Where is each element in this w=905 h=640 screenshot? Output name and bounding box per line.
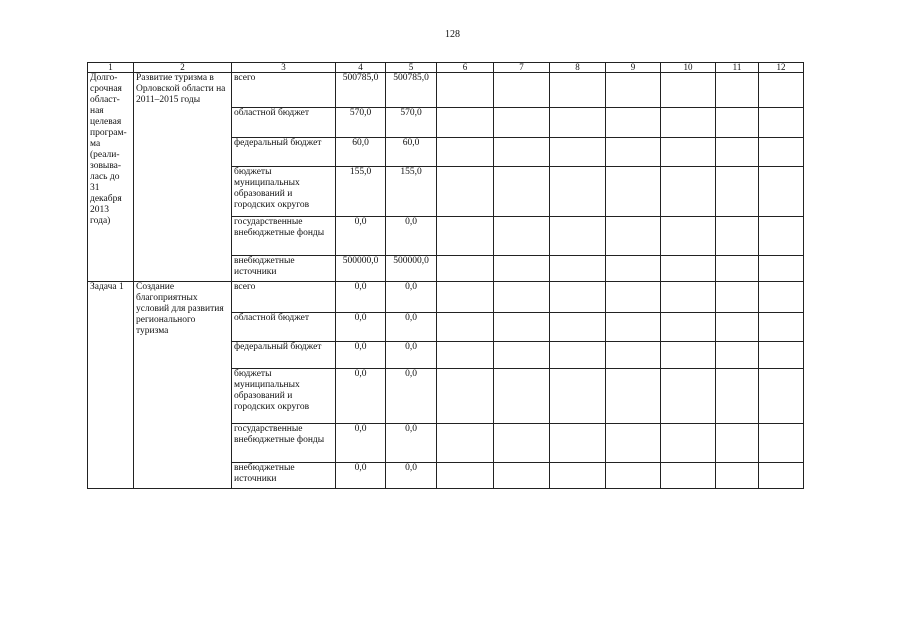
empty-cell bbox=[606, 256, 661, 282]
column-header: 1 bbox=[88, 63, 134, 73]
empty-cell bbox=[437, 463, 494, 489]
empty-cell bbox=[606, 282, 661, 313]
empty-cell bbox=[759, 108, 804, 138]
empty-cell bbox=[716, 463, 759, 489]
empty-cell bbox=[494, 256, 550, 282]
empty-cell bbox=[606, 108, 661, 138]
empty-cell bbox=[759, 313, 804, 342]
empty-cell bbox=[606, 313, 661, 342]
empty-cell bbox=[550, 256, 606, 282]
value-cell-col4: 0,0 bbox=[336, 217, 386, 256]
column-header: 12 bbox=[759, 63, 804, 73]
program-type-cell: Долго-срочная област-ная целевая програм-ма (реали-зовыва-лась до 31 декабря 2013 года) bbox=[88, 73, 134, 282]
empty-cell bbox=[759, 369, 804, 424]
empty-cell bbox=[661, 108, 716, 138]
task-type-cell: Задача 1 bbox=[88, 282, 134, 489]
empty-cell bbox=[550, 424, 606, 463]
empty-cell bbox=[759, 424, 804, 463]
column-header: 2 bbox=[134, 63, 232, 73]
column-header: 6 bbox=[437, 63, 494, 73]
empty-cell bbox=[550, 282, 606, 313]
column-header: 10 bbox=[661, 63, 716, 73]
budget-table bbox=[87, 62, 804, 489]
value-cell-col5: 0,0 bbox=[386, 369, 437, 424]
empty-cell bbox=[606, 73, 661, 108]
value-cell-col5: 155,0 bbox=[386, 167, 437, 217]
empty-cell bbox=[661, 342, 716, 369]
value-cell-col5: 0,0 bbox=[386, 463, 437, 489]
empty-cell bbox=[437, 424, 494, 463]
value-cell-col5: 60,0 bbox=[386, 138, 437, 167]
empty-cell bbox=[550, 369, 606, 424]
empty-cell bbox=[661, 313, 716, 342]
empty-cell bbox=[606, 463, 661, 489]
value-cell-col4: 0,0 bbox=[336, 369, 386, 424]
empty-cell bbox=[494, 108, 550, 138]
empty-cell bbox=[550, 138, 606, 167]
empty-cell bbox=[494, 282, 550, 313]
funding-source-cell: государственные внебюджетные фонды bbox=[232, 217, 336, 256]
empty-cell bbox=[716, 217, 759, 256]
empty-cell bbox=[437, 108, 494, 138]
funding-source-cell: всего bbox=[232, 73, 336, 108]
empty-cell bbox=[716, 424, 759, 463]
value-cell-col4: 155,0 bbox=[336, 167, 386, 217]
empty-cell bbox=[716, 369, 759, 424]
empty-cell bbox=[550, 108, 606, 138]
empty-cell bbox=[550, 167, 606, 217]
empty-cell bbox=[716, 282, 759, 313]
column-header: 9 bbox=[606, 63, 661, 73]
funding-source-cell: внебюджетные источники bbox=[232, 463, 336, 489]
empty-cell bbox=[661, 369, 716, 424]
empty-cell bbox=[437, 313, 494, 342]
empty-cell bbox=[494, 313, 550, 342]
empty-cell bbox=[494, 342, 550, 369]
empty-cell bbox=[661, 424, 716, 463]
value-cell-col5: 570,0 bbox=[386, 108, 437, 138]
program-name-cell: Развитие туризма в Орловской области на 2011–2015 годы bbox=[134, 73, 232, 282]
empty-cell bbox=[661, 463, 716, 489]
funding-source-cell: областной бюджет bbox=[232, 313, 336, 342]
empty-cell bbox=[437, 217, 494, 256]
empty-cell bbox=[759, 73, 804, 108]
empty-cell bbox=[661, 256, 716, 282]
funding-source-cell: внебюджетные источники bbox=[232, 256, 336, 282]
page-number: 128 bbox=[445, 29, 460, 40]
empty-cell bbox=[716, 313, 759, 342]
empty-cell bbox=[437, 167, 494, 217]
empty-cell bbox=[759, 342, 804, 369]
empty-cell bbox=[437, 369, 494, 424]
empty-cell bbox=[716, 342, 759, 369]
empty-cell bbox=[550, 342, 606, 369]
empty-cell bbox=[437, 256, 494, 282]
empty-cell bbox=[716, 167, 759, 217]
empty-cell bbox=[606, 424, 661, 463]
column-header: 8 bbox=[550, 63, 606, 73]
empty-cell bbox=[661, 282, 716, 313]
funding-source-cell: бюджеты муниципальных образований и городских округов bbox=[232, 167, 336, 217]
empty-cell bbox=[661, 73, 716, 108]
column-header: 5 bbox=[386, 63, 437, 73]
empty-cell bbox=[716, 256, 759, 282]
empty-cell bbox=[716, 108, 759, 138]
empty-cell bbox=[606, 138, 661, 167]
value-cell-col5: 0,0 bbox=[386, 424, 437, 463]
empty-cell bbox=[759, 282, 804, 313]
empty-cell bbox=[494, 369, 550, 424]
funding-source-cell: всего bbox=[232, 282, 336, 313]
column-header: 3 bbox=[232, 63, 336, 73]
value-cell-col5: 0,0 bbox=[386, 282, 437, 313]
value-cell-col4: 500000,0 bbox=[336, 256, 386, 282]
empty-cell bbox=[606, 167, 661, 217]
empty-cell bbox=[494, 463, 550, 489]
empty-cell bbox=[550, 73, 606, 108]
empty-cell bbox=[550, 463, 606, 489]
value-cell-col5: 0,0 bbox=[386, 217, 437, 256]
value-cell-col5: 0,0 bbox=[386, 342, 437, 369]
value-cell-col4: 60,0 bbox=[336, 138, 386, 167]
value-cell-col4: 0,0 bbox=[336, 463, 386, 489]
empty-cell bbox=[437, 342, 494, 369]
table-row bbox=[88, 282, 804, 313]
funding-source-cell: бюджеты муниципальных образований и городских округов bbox=[232, 369, 336, 424]
funding-source-cell: федеральный бюджет bbox=[232, 342, 336, 369]
empty-cell bbox=[494, 138, 550, 167]
empty-cell bbox=[494, 73, 550, 108]
empty-cell bbox=[606, 342, 661, 369]
task-name-cell: Создание благоприятных условий для развития регионального туризма bbox=[134, 282, 232, 489]
empty-cell bbox=[606, 217, 661, 256]
empty-cell bbox=[606, 369, 661, 424]
value-cell-col4: 0,0 bbox=[336, 282, 386, 313]
value-cell-col4: 0,0 bbox=[336, 313, 386, 342]
column-header: 11 bbox=[716, 63, 759, 73]
empty-cell bbox=[437, 138, 494, 167]
value-cell-col4: 500785,0 bbox=[336, 73, 386, 108]
value-cell-col5: 500785,0 bbox=[386, 73, 437, 108]
empty-cell bbox=[550, 313, 606, 342]
table-row bbox=[88, 73, 804, 108]
value-cell-col5: 0,0 bbox=[386, 313, 437, 342]
header-row bbox=[88, 63, 804, 73]
column-header: 4 bbox=[336, 63, 386, 73]
empty-cell bbox=[494, 217, 550, 256]
empty-cell bbox=[437, 73, 494, 108]
empty-cell bbox=[716, 73, 759, 108]
empty-cell bbox=[550, 217, 606, 256]
empty-cell bbox=[661, 167, 716, 217]
empty-cell bbox=[759, 256, 804, 282]
empty-cell bbox=[661, 138, 716, 167]
empty-cell bbox=[759, 463, 804, 489]
funding-source-cell: государственные внебюджетные фонды bbox=[232, 424, 336, 463]
funding-source-cell: областной бюджет bbox=[232, 108, 336, 138]
value-cell-col5: 500000,0 bbox=[386, 256, 437, 282]
value-cell-col4: 0,0 bbox=[336, 342, 386, 369]
empty-cell bbox=[759, 217, 804, 256]
empty-cell bbox=[494, 167, 550, 217]
empty-cell bbox=[759, 138, 804, 167]
empty-cell bbox=[661, 217, 716, 256]
value-cell-col4: 570,0 bbox=[336, 108, 386, 138]
empty-cell bbox=[716, 138, 759, 167]
funding-source-cell: федеральный бюджет bbox=[232, 138, 336, 167]
column-header: 7 bbox=[494, 63, 550, 73]
value-cell-col4: 0,0 bbox=[336, 424, 386, 463]
empty-cell bbox=[494, 424, 550, 463]
empty-cell bbox=[437, 282, 494, 313]
empty-cell bbox=[759, 167, 804, 217]
